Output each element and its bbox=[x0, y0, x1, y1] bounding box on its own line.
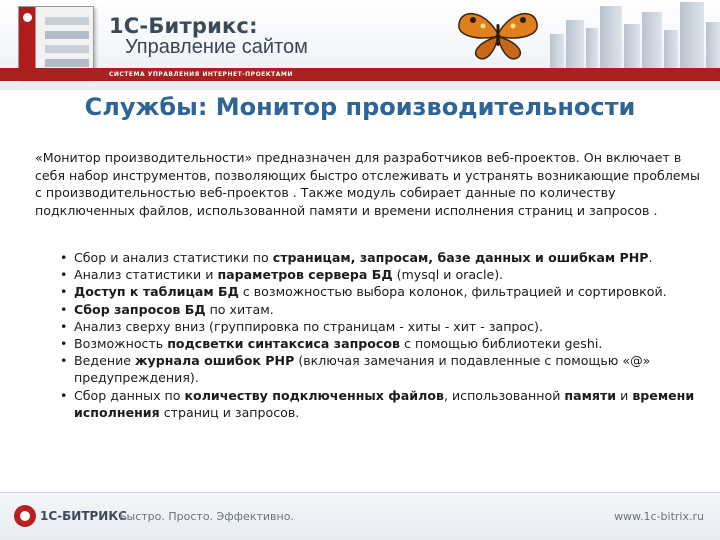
slide-title: Службы: Монитор производительности bbox=[84, 93, 636, 121]
list-item: • Анализ статистики и параметров сервера БД (mysql и oracle). bbox=[60, 266, 700, 283]
brand-subtitle: Управление сайтом bbox=[125, 36, 308, 58]
brand-name: 1С-Битрикс: bbox=[109, 14, 258, 38]
footer-brand: 1С-БИТРИКС bbox=[40, 509, 127, 523]
list-item: • Анализ сверху вниз (группировка по страницам - хиты - хит - запрос). bbox=[60, 318, 700, 335]
intro-paragraph: «Монитор производительности» предназначен для разработчиков веб-проектов. Он включает в себя набор инструментов, позволяющих быстро отслеживать и устранять возникающие проблемы с производительностью веб-проектов . Также модуль собирает данные по количеству подключенных файлов, использованной памяти и времени исполнения страниц и запросов . bbox=[35, 150, 700, 218]
footer-url[interactable]: www.1c-bitrix.ru bbox=[614, 510, 704, 523]
list-item: • Возможность подсветки синтаксиса запросов с помощью библиотеки geshi. bbox=[60, 335, 700, 352]
footer bbox=[0, 493, 720, 540]
footer-slogan: Быстро. Просто. Эффективно. bbox=[119, 510, 294, 523]
list-item: • Сбор данных по количеству подключенных файлов, использованной памяти и времени исполнения страниц и запросов. bbox=[60, 387, 700, 421]
header-accent-bar bbox=[0, 68, 720, 81]
header-tagline: СИСТЕМА УПРАВЛЕНИЯ ИНТЕРНЕТ-ПРОЕКТАМИ bbox=[109, 71, 293, 78]
list-item: • Доступ к таблицам БД с возможностью выбора колонок, фильтрацией и сортировкой. bbox=[60, 283, 700, 300]
header-banner bbox=[0, 0, 720, 90]
list-item: • Ведение журнала ошибок PHP (включая замечания и подавленные с помощью «@» предупреждения). bbox=[60, 352, 700, 386]
list-item: • Сбор и анализ статистики по страницам, запросам, базе данных и ошибкам PHP. bbox=[60, 249, 700, 266]
list-item: • Сбор запросов БД по хитам. bbox=[60, 301, 700, 318]
feature-list bbox=[60, 249, 700, 421]
bitrix-logo-icon bbox=[14, 505, 36, 527]
city-skyline-icon bbox=[540, 0, 720, 68]
butterfly-icon bbox=[455, 6, 541, 62]
